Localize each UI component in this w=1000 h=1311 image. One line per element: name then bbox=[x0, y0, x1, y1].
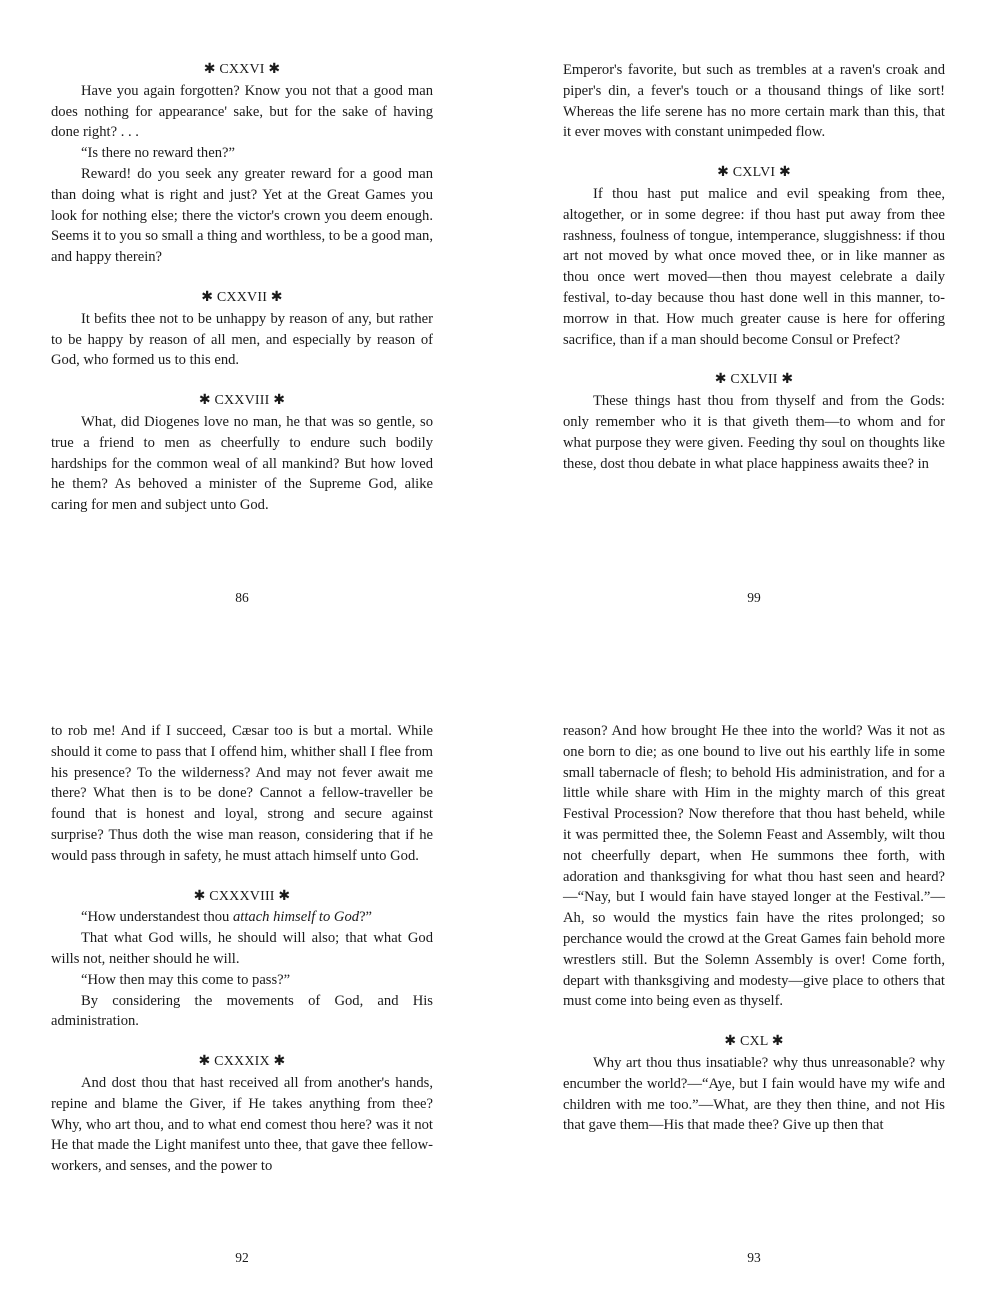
paragraph: Have you again forgotten? Know you not that a good man does nothing for appearance' sake, but for the sake of having done right? . . . bbox=[51, 82, 433, 141]
section-heading: ✱ CXXXVIII ✱ bbox=[193, 888, 291, 904]
paragraph: It befits thee not to be unhappy by reason of any, but rather to be happy by reason of all men, and especially by reason of God, who formed us to this end. bbox=[51, 310, 433, 369]
paragraph: What, did Diogenes love no man, he that was so gentle, so true a friend to men as cheerfully to endure such bodily hardships for the common weal of all mankind? But how loved he them? As behoved a minister of the Supreme God, alike caring for men and subject unto God. bbox=[51, 413, 433, 514]
paragraph: “Is there no reward then?” bbox=[81, 145, 235, 162]
paragraph: reason? And how brought He thee into the world? Was it not as one born to die; as one bound to live out his earthly life in some small tabernacle of flesh; to behold His administration, and for a little while share with Him in the mighty march of this great Festival Procession? Now therefore that thou hast beheld, while it was permitted thee, the Solemn Feast and Assembly, wilt thou not cheerfully depart, when He summons thee forth, with adoration and thanksgiving for what thou hast seen and heard?—“Nay, but I would fain have stayed longer at the Festival.”—Ah, so would the mystics fain have the rites prolonged; so perchance would the crowd at the Great Games fain behold more wrestlers still. But the Solemn Assembly is over! Come forth, depart with thanksgiving and modesty—give place to others that must come into being even as thyself. bbox=[563, 723, 945, 1010]
paragraph: If thou hast put malice and evil speaking from thee, altogether, or in some degree: if thou hast put away from thee rashness, foulness of tongue, intemperance, sluggishness: if thou art not moved by what once moved thee, or in like manner as thou once wert moved—then thou mayest celebrate a daily festival, to-day because thou hast done well in this manner, to-morrow in that. How much greater cause is here for offering sacrifice, than if a man should become Consul or Prefect? bbox=[563, 185, 945, 348]
section-heading: ✱ CXLVII ✱ bbox=[714, 372, 794, 388]
page-number: 92 bbox=[235, 1250, 249, 1265]
emphasis-text: attach himself to God bbox=[233, 909, 360, 926]
quote-text: ?” bbox=[359, 909, 373, 926]
section-heading: ✱ CXXVIII ✱ bbox=[198, 393, 286, 409]
section-heading: ✱ CXXVI ✱ bbox=[203, 62, 281, 77]
section-heading: ✱ CXL ✱ bbox=[724, 1034, 784, 1050]
paragraph: That what God wills, he should will also; that what God wills not, neither should he will. bbox=[51, 930, 433, 967]
page-number: 99 bbox=[747, 590, 761, 605]
section-heading: ✱ CXLVI ✱ bbox=[717, 165, 791, 181]
paragraph: “How then may this come to pass?” bbox=[81, 971, 291, 988]
paragraph bbox=[51, 907, 433, 928]
section-heading: ✱ CXXVII ✱ bbox=[201, 289, 283, 305]
page-top-right bbox=[563, 60, 945, 474]
paragraph: Emperor's favorite, but such as trembles at a raven's croak and piper's din, a fever's touch or a thousand things of like sort! Whereas the life serene has no more certain mark than this, that it ever moves with constant unimpeded flow. bbox=[563, 62, 945, 141]
paragraph: Reward! do you seek any greater reward for a good man than doing what is right and just? Yet at the Great Games you look for nothing else; there the victor's crown you deem enough. Seems it to you so small a thing and worthless, to be a good man, and happy therein? bbox=[51, 165, 433, 266]
paragraph: By considering the movements of God, and His administration. bbox=[51, 992, 433, 1030]
page-number: 93 bbox=[747, 1250, 761, 1265]
page-bottom-left bbox=[51, 721, 433, 1177]
paragraph: to rob me! And if I succeed, Cæsar too is but a mortal. While should it come to pass that I offend him, whither shall I flee from his presence? To the wilderness? And may not fever await me there? What then is to be done? Cannot a fellow-traveller be found that is honest and loyal, strong and secure against surprise? Thus doth the wise man reason, considering that if he would pass through in safety, he must attach himself unto God. bbox=[51, 723, 433, 864]
paragraph: And dost thou that hast received all from another's hands, repine and blame the Giver, if He takes anything from thee? Why, who art thou, and to what end comest thou here? was it not He that made the Light manifest unto thee, that gave thee fellow-workers, and senses, and the power to bbox=[51, 1074, 433, 1175]
page-number: 86 bbox=[235, 590, 249, 605]
section-heading: ✱ CXXXIX ✱ bbox=[198, 1054, 286, 1070]
paragraph: Why art thou thus insatiable? why thus unreasonable? why encumber the world?—“Aye, but I fain would have my wife and children with me too.”—What, are they then thine, and not His that gave them—His that made thee? Give up then that bbox=[563, 1054, 945, 1134]
page-bottom-right bbox=[563, 721, 945, 1136]
page-top-left bbox=[51, 60, 433, 516]
paragraph: These things hast thou from thyself and from the Gods: only remember who it is that giveth them—to whom and for what purpose they were given. Feeding thy soul on thoughts like these, dost thou debate in what place happiness awaits thee? in bbox=[563, 393, 945, 472]
quote-text: “How understandest thou bbox=[81, 909, 233, 926]
